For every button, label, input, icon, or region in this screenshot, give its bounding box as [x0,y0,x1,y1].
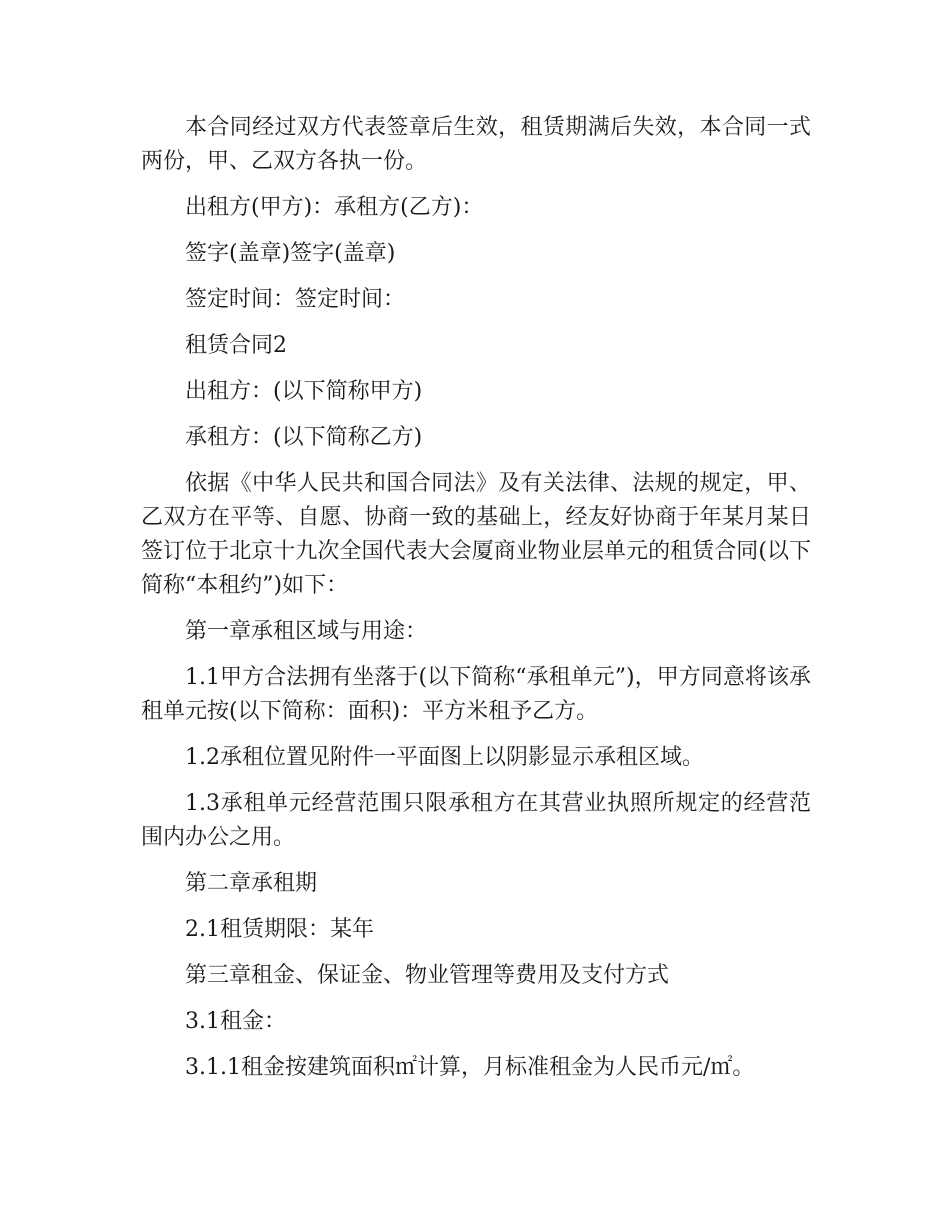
paragraph-effectiveness-clause: 本合同经过双方代表签章后生效，租赁期满后失效，本合同一式两份，甲、乙双方各执一份。 [141,115,811,174]
clause-2-1: 2.1租赁期限：某年 [185,917,374,942]
paragraph-lessee: 承租方：(以下简称乙方) [185,425,423,450]
chapter-heading-2: 第二章承租期 [185,871,318,896]
document-body [141,111,811,1097]
contract-title: 租赁合同2 [185,333,287,358]
clause-1-1: 1.1甲方合法拥有坐落于(以下简称“承租单元”)，甲方同意将该承租单元按(以下简称：面积)：平方米租予乙方。 [141,665,811,724]
paragraph-preamble: 依据《中华人民共和国合同法》及有关法律、法规的规定，甲、乙双方在平等、自愿、协商一致的基础上，经友好协商于年某月某日签订位于北京十九次全国代表大会厦商业物业层单元的租赁合同(以下简称“本租约”)如下： [141,471,811,598]
paragraph-party-labels: 出租方(甲方)：承租方(乙方)： [185,195,484,220]
clause-3-1-1: 3.1.1租金按建筑面积㎡计算，月标准租金为人民币元/㎡。 [185,1055,755,1080]
clause-1-3: 1.3承租单元经营范围只限承租方在其营业执照所规定的经营范围内办公之用。 [141,791,811,850]
clause-3-1: 3.1租金： [185,1009,286,1034]
paragraph-signing-date-labels: 签定时间：签定时间： [185,287,406,312]
paragraph-lessor: 出租方：(以下简称甲方) [185,379,423,404]
paragraph-signature-labels: 签字(盖章)签字(盖章) [185,241,396,266]
chapter-heading-3: 第三章租金、保证金、物业管理等费用及支付方式 [185,963,670,988]
clause-1-2: 1.2承租位置见附件一平面图上以阴影显示承租区域。 [185,745,704,770]
chapter-heading-1: 第一章承租区域与用途： [185,619,428,644]
